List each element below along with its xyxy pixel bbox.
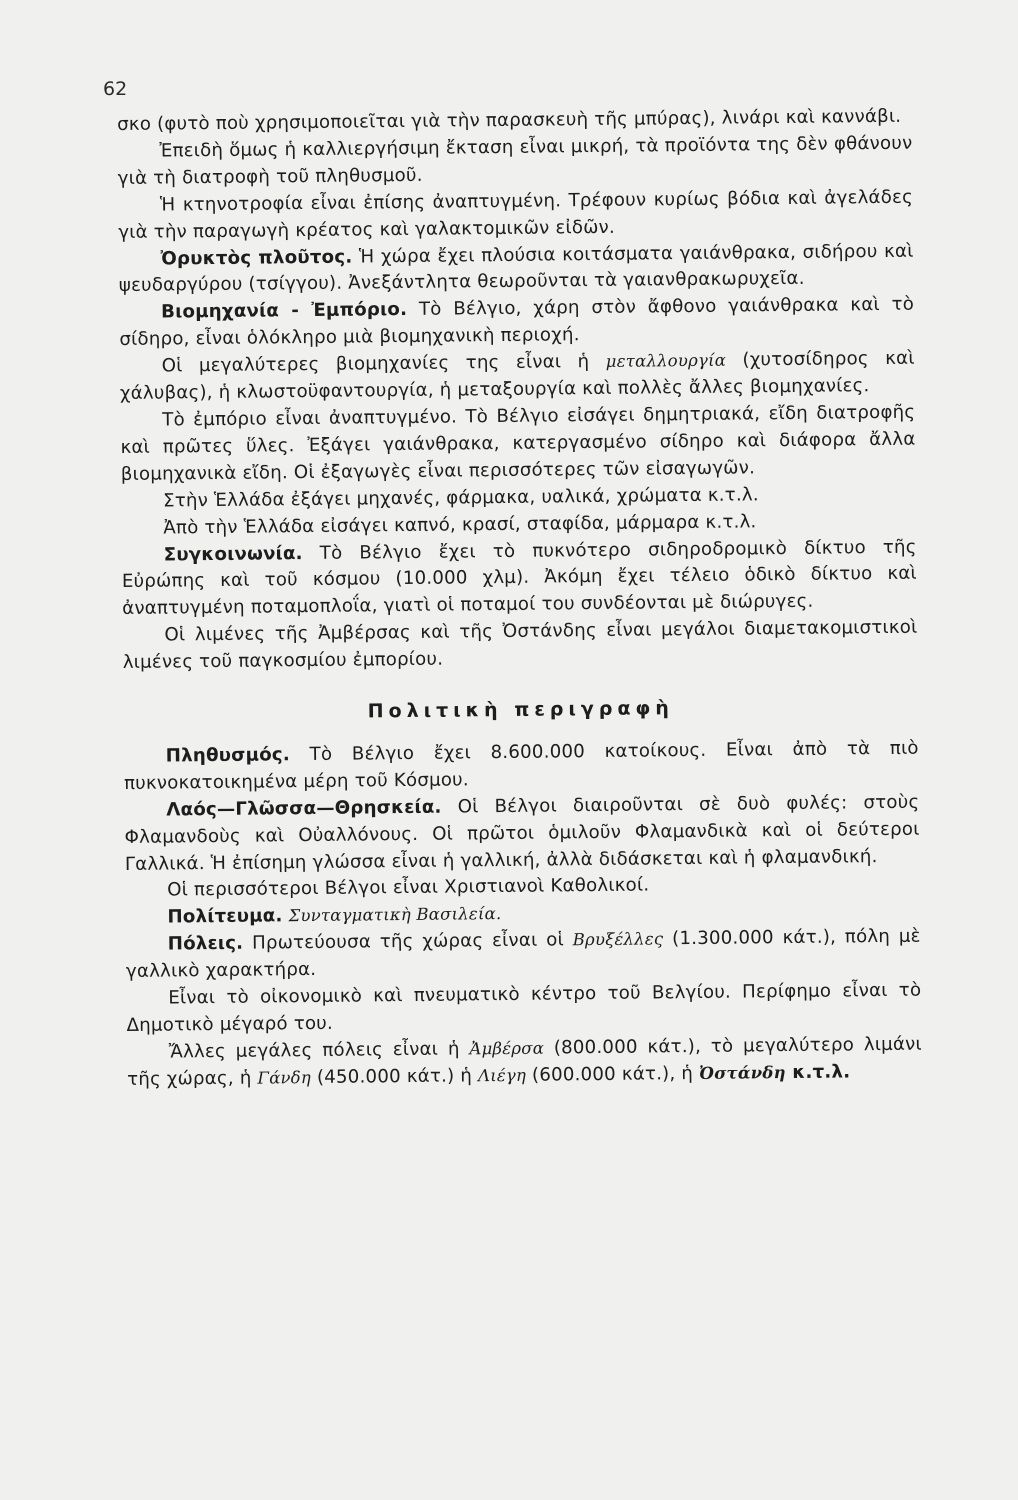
paragraph	[126, 924, 922, 986]
paragraph	[118, 238, 914, 300]
paragraph-heading: Λαός—Γλῶσσα—Θρησκεία.	[166, 796, 442, 821]
paragraph-text: (χυτοσίδηρος καὶ χάλυβας), ἡ κλωστοϋφαντουργία, ἡ μεταξουργία καὶ πολλὲς ἄλλες βιομηχανίες.	[119, 347, 915, 405]
paragraph-text: κ.τ.λ.	[785, 1061, 851, 1083]
paragraph: Εἶναι τὸ οἰκονομικὸ καὶ πνευματικὸ κέντρο τοῦ Βελγίου. Περίφημο εἶναι τὸ Δημοτικὸ μέγαρό του.	[126, 979, 922, 1036]
paragraph: Ἀπὸ τὴν Ἑλλάδα εἰσάγει καπνό, κρασί, σταφίδα, μάρμαρα κ.τ.λ.	[163, 510, 757, 539]
body-text	[117, 104, 922, 1094]
paragraph-text: Οἱ μεγαλύτερες βιομηχανίες της εἶναι ἡ	[161, 351, 606, 377]
italic-term: Συνταγματικὴ Βασιλεία.	[288, 904, 502, 926]
paragraph	[124, 736, 920, 798]
paragraph: Στὴν Ἑλλάδα ἐξάγει μηχανές, φάρμακα, υαλικά, χρώματα κ.τ.λ.	[162, 483, 759, 512]
paragraph-text: Ἄλλες μεγάλες πόλεις εἶναι ἡ	[168, 1038, 470, 1063]
paragraph-text: (600.000 κάτ.), ἡ	[525, 1062, 700, 1086]
paragraph-text: Τὸ Βέλγιο ἔχει τὸ πυκνότερο σιδηροδρομικὸ δίκτυο τῆς Εὐρώπης καὶ τοῦ κόσμου (10.000 χλμ). Ἀκόμη ἔχει τέλειο ὁδικὸ δίκτυο καὶ ἀναπτυγμένη ποταμοπλοΐα, γιατὶ οἱ ποταμοί του συνδέονται μὲ διώρυγες.	[121, 536, 917, 620]
paragraph	[120, 346, 916, 408]
italic-term: μεταλλουργία	[605, 350, 727, 372]
italic-term: Ὀστάνδη	[698, 1062, 786, 1083]
paragraph: σκο (φυτὸ ποὺ χρησιμοποιεῖται γιὰ τὴν παρασκευὴ τῆς μπύρας), λινάρι καὶ καννάβι.	[117, 105, 902, 135]
italic-term: Βρυξέλλες	[572, 929, 664, 950]
italic-term: Ἀμβέρσα	[469, 1038, 545, 1059]
paragraph	[122, 534, 918, 623]
section-heading: Πολιτικὴ περιγραφὴ	[367, 697, 674, 723]
page-number: 62	[103, 78, 128, 100]
paragraph-text: Ἡ χώρα ἔχει πλούσια κοιτάσματα γαιάνθρακα, σιδήρου καὶ ψευδαργύρου (τσίγγου). Ἀνεξάντλητα θεωροῦνται τὰ γαιανθρακωρυχεῖα.	[118, 240, 914, 297]
italic-term: Γάνδη	[257, 1067, 312, 1088]
italic-term: Λιέγη	[477, 1065, 527, 1086]
paragraph-heading: Πολίτευμα.	[167, 905, 283, 928]
paragraph: Οἱ περισσότεροι Βέλγοι εἶναι Χριστιανοὶ Καθολικοί.	[167, 874, 650, 901]
paragraph: Ἐπειδὴ ὅμως ἡ καλλιεργήσιμη ἔκταση εἶναι μικρή, τὰ προϊόντα της δὲν φθάνουν γιὰ τὴ διατροφὴ τοῦ πληθυσμοῦ.	[117, 132, 913, 189]
paragraph: Οἱ λιμένες τῆς Ἀμβέρσας καὶ τῆς Ὀστάνδης εἶναι μεγάλοι διαμετακομιστικοὶ λιμένες τοῦ παγκοσμίου ἐμπορίου.	[122, 616, 918, 674]
paragraph	[127, 1032, 923, 1094]
paragraph-heading: Συγκοινωνία.	[163, 542, 303, 566]
paragraph	[124, 789, 920, 878]
paragraph: Τὸ ἐμπόριο εἶναι ἀναπτυγμένο. Τὸ Βέλγιο εἰσάγει δημητριακά, εἴδη διατροφῆς καὶ πρῶτες ὕλες. Ἐξάγει γαιάνθρακα, κατεργασμένο σίδηρο καὶ διάφορα ἄλλα βιομηχανικὰ εἴδη. Οἱ ἐξαγωγὲς εἶναι περισσότερες τῶν εἰσαγωγῶν.	[120, 401, 916, 485]
paragraph-heading: Πληθυσμός.	[165, 744, 291, 767]
paragraph-text: (450.000 κάτ.) ἡ	[310, 1065, 479, 1088]
paragraph-text: Τὸ Βέλγιο, χάρη στὸν ἄφθονο γαιάνθρακα καὶ τὸ σίδηρο, εἶναι ὁλόκληρο μιὰ βιομηχανικὴ περιοχή.	[119, 294, 915, 351]
paragraph-heading: Βιομηχανία - Ἐμπόριο.	[160, 299, 408, 323]
paragraph-text: Πρωτεύουσα τῆς χώρας εἶναι οἱ	[243, 929, 573, 955]
paragraph-heading: Πόλεις.	[167, 933, 244, 955]
paragraph-text: (1.300.000 κάτ.), πόλη μὲ γαλλικὸ χαρακτήρα.	[125, 925, 921, 983]
paragraph-text: (800.000 κάτ.), τὸ μεγαλύτερο λιμάνι τῆς χώρας, ἡ	[127, 1033, 922, 1090]
paragraph-text: Οἱ Βέλγοι διαιροῦνται σὲ δυὸ φυλές: στοὺς Φλαμανδοὺς καὶ Οὐαλλόνους. Οἱ πρῶτοι ὁμιλοῦν Φλαμανδικὰ καὶ οἱ δεύτεροι Γαλλικά. Ἡ ἐπίσημη γλώσσα εἶναι ἡ γαλλική, ἀλλὰ διδάσκεται καὶ ἡ φλαμανδική.	[124, 791, 920, 875]
paragraph: Ἡ κτηνοτροφία εἶναι ἐπίσης ἀναπτυγμένη. Τρέφουν κυρίως βόδια καὶ ἀγελάδες γιὰ τὴν παραγωγὴ κρέατος καὶ γαλακτομικῶν εἰδῶν.	[118, 186, 914, 243]
paragraph-text: Τὸ Βέλγιο ἔχει 8.600.000 κατοίκους. Εἶναι ἀπὸ τὰ πιὸ πυκνοκατοικημένα μέρη τοῦ Κόσμου.	[123, 737, 919, 794]
paragraph	[119, 292, 915, 354]
paragraph-heading: Ὀρυκτὸς πλοῦτος.	[160, 246, 353, 270]
